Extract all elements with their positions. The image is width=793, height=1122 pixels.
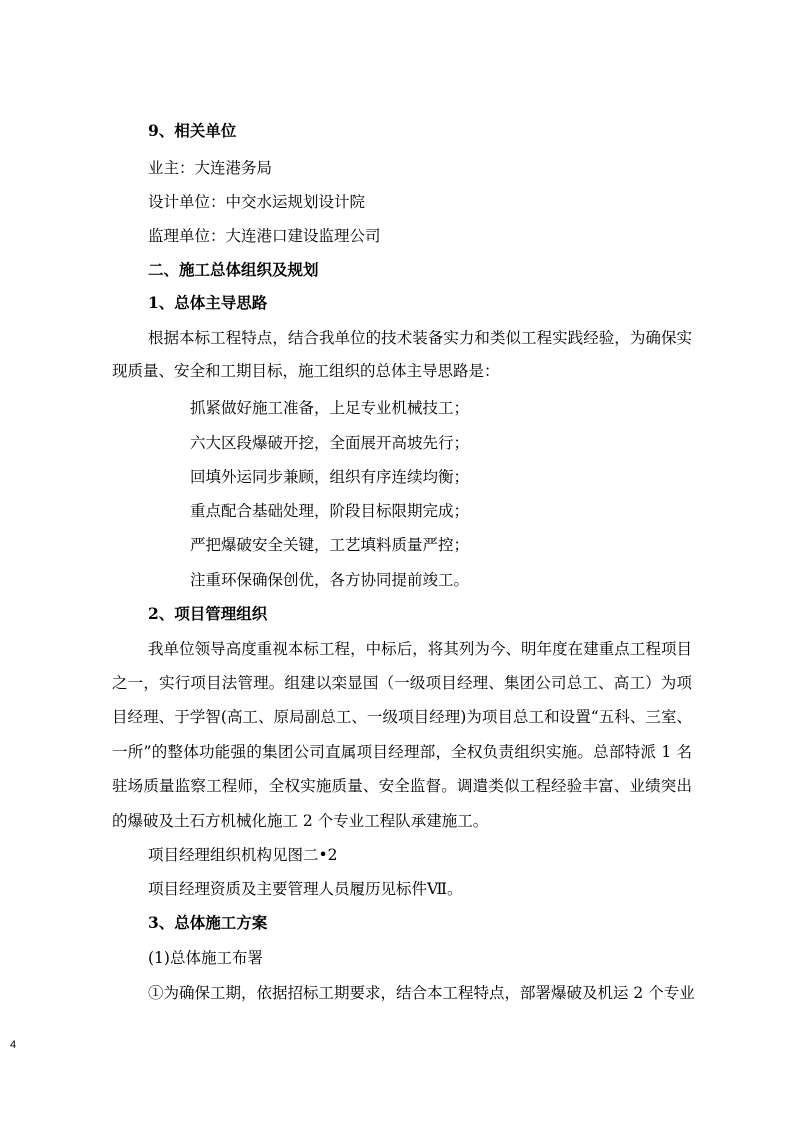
paragraph-line: 的爆破及土石方机械化施工 2 个专业工程队承建施工。: [112, 812, 489, 830]
paragraph-line: 驻场质量监察工程师，全权实施质量、安全监督。调遣类似工程经验丰富、业绩突出: [112, 777, 692, 795]
subsection-heading-guiding-ideas: 1、总体主导思路: [148, 293, 268, 312]
verse-line: 注重环保确保创优，各方协同提前竣工。: [190, 571, 470, 589]
paragraph-line: 我单位领导高度重视本标工程，中标后，将其列为今、明年度在建重点工程项目: [148, 640, 692, 658]
verse-line: 严把爆破安全关键，工艺填料质量严控；: [190, 536, 470, 554]
owner-line: 业主：大连港务局: [148, 159, 273, 177]
annex-reference: 项目经理资质及主要管理人员履历见标件Ⅶ。: [148, 880, 463, 898]
list-item-heading: (1)总体施工布署: [148, 949, 263, 967]
verse-line: 回填外运同步兼顾，组织有序连续均衡；: [190, 468, 470, 486]
subsection-heading-overall-plan: 3、总体施工方案: [148, 913, 268, 932]
paragraph-line: 之一，实行项目法管理。组建以栾显国（一级项目经理、集团公司总工、高工）为项: [112, 674, 692, 692]
part-heading-overall-organization: 二、施工总体组织及规划: [148, 260, 319, 279]
paragraph-line: ①为确保工期，依据招标工期要求，结合本工程特点，部署爆破及机运 2 个专业: [148, 984, 695, 1002]
verse-line: 重点配合基础处理，阶段目标限期完成；: [190, 502, 470, 520]
supervision-unit-line: 监理单位：大连港口建设监理公司: [148, 227, 381, 245]
page-number: 4: [10, 1039, 17, 1051]
paragraph-line: 现质量、安全和工期目标，施工组织的总体主导思路是：: [112, 362, 500, 380]
verse-line: 抓紧做好施工准备，上足专业机械技工；: [190, 399, 470, 417]
section-heading-related-units: 9、相关单位: [148, 121, 237, 140]
paragraph-line: 根据本标工程特点，结合我单位的技术装备实力和类似工程实践经验，为确保实: [148, 329, 692, 347]
paragraph-line: 目经理、于学智(高工、原局副总工、一级项目经理)为项目总工和设置“五科、三室、: [112, 708, 692, 726]
design-unit-line: 设计单位：中交水运规划设计院: [148, 193, 366, 211]
subsection-heading-project-management: 2、项目管理组织: [148, 604, 268, 623]
verse-line: 六大区段爆破开挖，全面展开高坡先行；: [190, 434, 470, 452]
figure-reference: 项目经理组织机构见图二•2: [148, 846, 338, 864]
paragraph-line: 一所”的整体功能强的集团公司直属项目经理部，全权负责组织实施。总部特派 1 名: [112, 743, 692, 761]
